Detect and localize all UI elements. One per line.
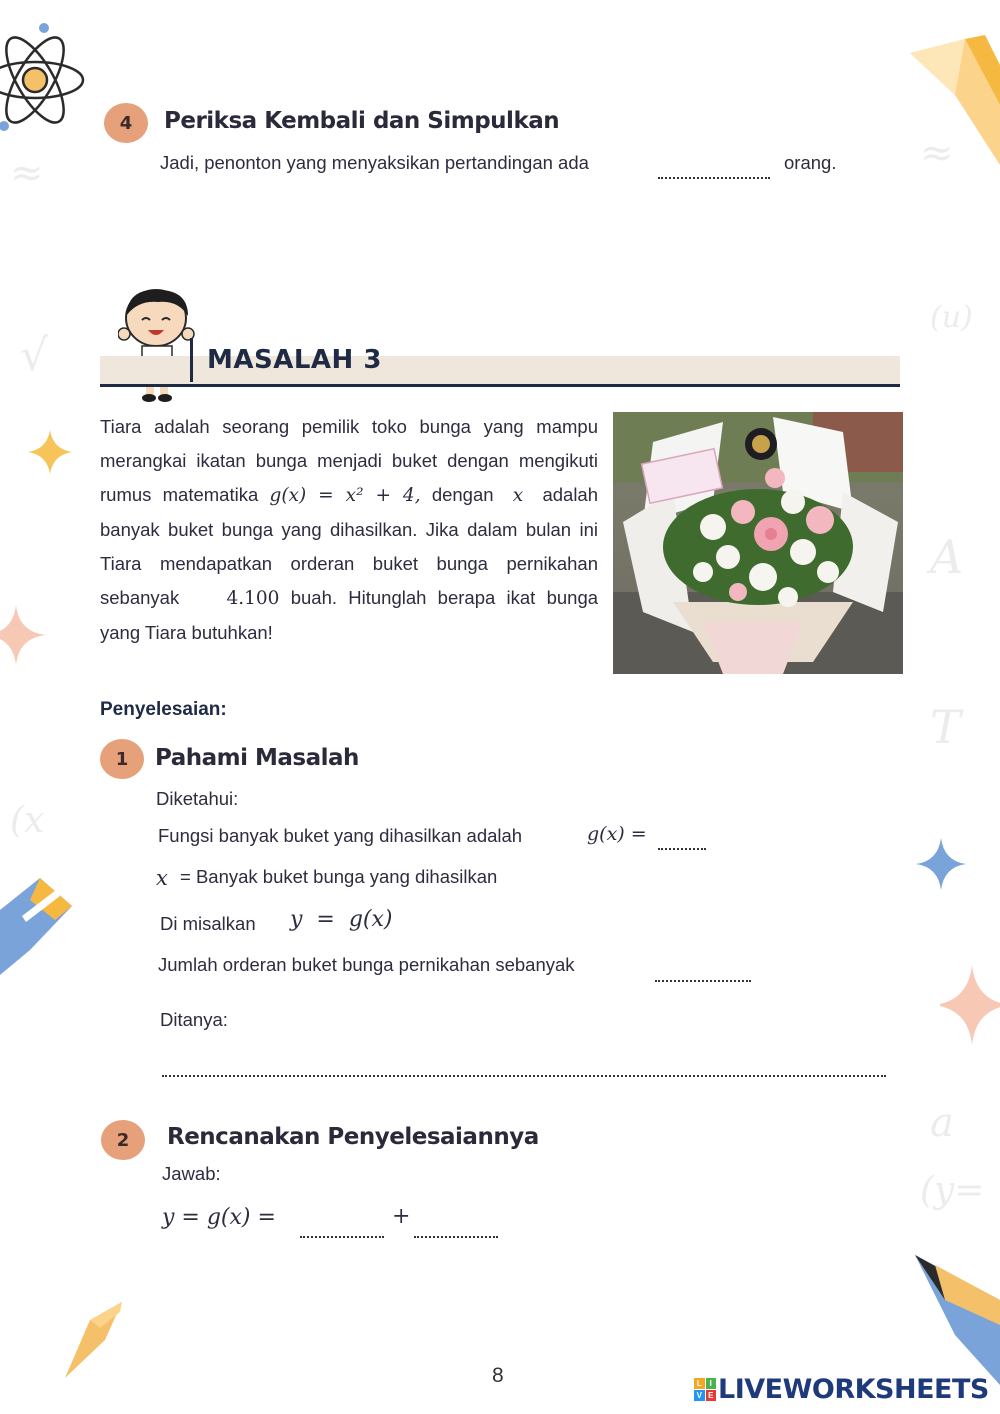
plus-sign: + — [392, 1204, 411, 1229]
step-1-title: Pahami Masalah — [155, 745, 359, 771]
x-definition: = Banyak buket bunga yang dihasilkan — [180, 866, 498, 887]
problem-var-x: x — [512, 485, 524, 506]
orders-text: Jumlah orderan buket bunga pernikahan sebanyak — [158, 954, 575, 975]
asked-blank[interactable] — [162, 1075, 886, 1077]
bg-doodle: √ — [20, 330, 49, 381]
logo-tile: I — [706, 1378, 717, 1389]
function-text: Fungsi banyak buket yang dihasilkan adalah — [158, 825, 523, 846]
function-expr: g(x) = — [587, 823, 647, 845]
answer-blank-1[interactable] — [300, 1236, 384, 1238]
step-1-number: 1 — [100, 739, 144, 779]
bg-doodle: ≈ — [10, 150, 44, 196]
problem-line-3: buah. Hitunglah berapa ikat bunga yang Tiara butuhkan! — [100, 587, 599, 643]
assume-label: Di misalkan — [160, 913, 256, 934]
bouquet-photo — [613, 412, 903, 674]
brand-name[interactable]: LIVEWORKSHEETS — [718, 1374, 989, 1405]
problem-text — [100, 410, 598, 650]
assume-expr: y = g(x) — [290, 907, 393, 932]
order-count: 4.100 — [226, 588, 280, 609]
logo-tile: V — [694, 1390, 705, 1401]
problem-line-2a: dengan — [431, 484, 494, 505]
bg-doodle: T — [930, 700, 961, 754]
sparkle-icon — [940, 965, 1000, 1045]
page-number: 8 — [492, 1364, 504, 1387]
step-4-sentence-end: orang. — [784, 152, 837, 173]
bg-doodle: A — [930, 530, 964, 584]
problem-line-1: Tiara adalah seorang pemilik toko bunga yang mampu merangkai ikatan bunga menjadi buket dengan mengikuti rumus matematika — [100, 416, 598, 505]
answer-expr: y = g(x) = — [162, 1205, 276, 1230]
sparkle-icon — [916, 838, 966, 890]
masalah-underline — [100, 384, 900, 387]
pencil-icon — [915, 1255, 1000, 1385]
step-4-title: Periksa Kembali dan Simpulkan — [164, 108, 560, 134]
brand-logo-icon — [694, 1378, 716, 1400]
bg-doodle: (u) — [930, 300, 973, 335]
step-2-number: 2 — [101, 1120, 145, 1160]
bg-doodle: ≈ — [920, 130, 954, 176]
logo-tile: E — [706, 1390, 717, 1401]
sparkle-icon — [28, 430, 72, 474]
bouquet-drawing — [613, 412, 903, 674]
bg-doodle: a — [930, 1100, 954, 1146]
solution-label: Penyelesaian: — [100, 699, 227, 720]
problem-heading: MASALAH 3 — [190, 338, 382, 382]
bg-doodle: (x — [10, 800, 45, 841]
step-2-title: Rencanakan Penyelesaiannya — [167, 1124, 539, 1150]
answer-label: Jawab: — [162, 1163, 221, 1184]
eraser-icon — [0, 870, 75, 980]
known-label: Diketahui: — [156, 788, 239, 809]
answer-blank-2[interactable] — [414, 1236, 498, 1238]
answer-blank[interactable] — [658, 177, 770, 179]
x-symbol: x — [156, 866, 168, 890]
atom-icon — [0, 18, 100, 138]
asked-label: Ditanya: — [160, 1009, 228, 1030]
pencil-icon — [905, 35, 1000, 165]
step-4-number: 4 — [104, 103, 148, 143]
problem-formula: g(x) = x² + 4, — [269, 485, 421, 506]
bg-doodle: (y= — [920, 1170, 985, 1211]
orders-blank[interactable] — [655, 980, 751, 982]
sparkle-icon — [0, 605, 46, 665]
function-blank[interactable] — [658, 848, 706, 850]
logo-tile: L — [694, 1378, 705, 1389]
pencil-icon — [60, 1300, 130, 1380]
problem-line-2b: adalah banyak buket bunga yang dihasilkan. Jika dalam bulan ini Tiara mendapatkan orderan buket bunga pernikahan sebanyak — [100, 484, 599, 608]
step-4-sentence: Jadi, penonton yang menyaksikan pertandingan ada — [160, 152, 589, 173]
